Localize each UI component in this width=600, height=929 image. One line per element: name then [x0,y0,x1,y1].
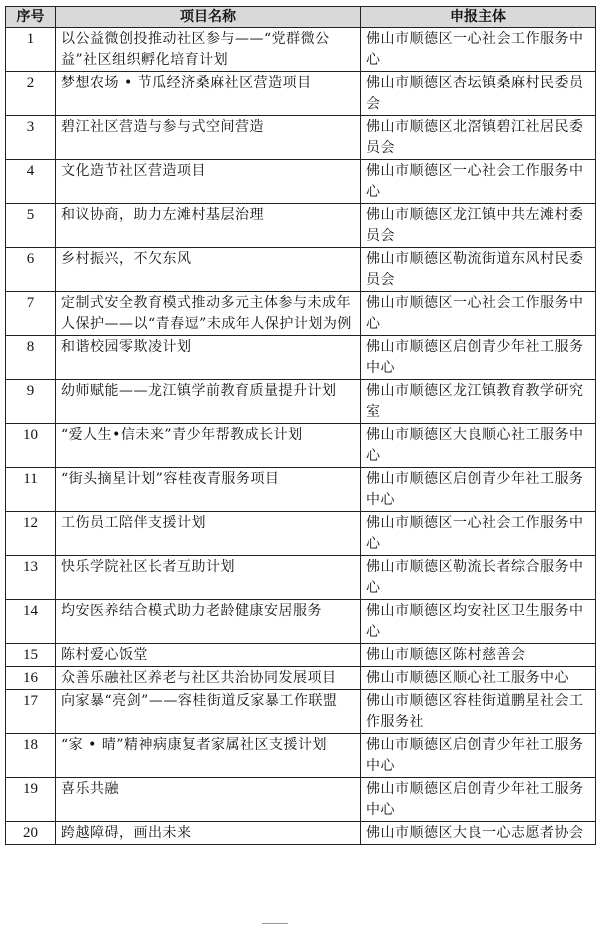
applicant-name: 佛山市顺德区容桂街道鹏星社会工作服务社 [361,690,596,734]
project-name: 工伤员工陪伴支援计划 [56,512,361,556]
table-row [6,822,596,845]
table-row [6,160,596,204]
applicant-name: 佛山市顺德区启创青少年社工服务中心 [361,734,596,778]
project-name: 幼师赋能——龙江镇学前教育质量提升计划 [56,380,361,424]
applicant-name: 佛山市顺德区一心社会工作服务中心 [361,160,596,204]
project-name: 碧江社区营造与参与式空间营造 [56,116,361,160]
table-body [6,28,596,845]
row-number: 15 [6,644,56,667]
applicant-name: 佛山市顺德区启创青少年社工服务中心 [361,468,596,512]
row-number: 20 [6,822,56,845]
project-name: 文化造节社区营造项目 [56,160,361,204]
table-row [6,468,596,512]
row-number: 3 [6,116,56,160]
applicant-name: 佛山市顺德区一心社会工作服务中心 [361,512,596,556]
table-row [6,116,596,160]
project-name: 乡村振兴，不欠东风 [56,248,361,292]
row-number: 5 [6,204,56,248]
project-name: 以公益微创投推动社区参与——“党群微公益”社区组织孵化培育计划 [56,28,361,72]
project-name: 众善乐融社区养老与社区共治协同发展项目 [56,667,361,690]
applicant-name: 佛山市顺德区勒流街道东风村民委员会 [361,248,596,292]
project-name: 跨越障碍，画出未来 [56,822,361,845]
row-number: 6 [6,248,56,292]
project-name: 和议协商，助力左滩村基层治理 [56,204,361,248]
table-row [6,690,596,734]
project-name: 陈村爱心饭堂 [56,644,361,667]
applicant-name: 佛山市顺德区大良顺心社工服务中心 [361,424,596,468]
applicant-name: 佛山市顺德区勒流长者综合服务中心 [361,556,596,600]
project-name: 喜乐共融 [56,778,361,822]
project-name: “家 • 晴”精神病康复者家属社区支援计划 [56,734,361,778]
applicant-name: 佛山市顺德区启创青少年社工服务中心 [361,336,596,380]
row-number: 2 [6,72,56,116]
applicant-name: 佛山市顺德区顺心社工服务中心 [361,667,596,690]
project-name: 向家暴“亮剑”——容桂街道反家暴工作联盟 [56,690,361,734]
table-row [6,204,596,248]
table-row [6,600,596,644]
table-row [6,556,596,600]
table-row [6,380,596,424]
header-number: 序号 [6,7,56,28]
applicant-name: 佛山市顺德区杏坛镇桑麻村民委员会 [361,72,596,116]
project-name: 和谐校园零欺凌计划 [56,336,361,380]
row-number: 18 [6,734,56,778]
project-table [5,6,596,845]
table-row [6,512,596,556]
table-header-row [6,7,596,28]
row-number: 8 [6,336,56,380]
applicant-name: 佛山市顺德区大良一心志愿者协会 [361,822,596,845]
row-number: 10 [6,424,56,468]
table-row [6,734,596,778]
project-name: “街头摘星计划”容桂夜青服务项目 [56,468,361,512]
project-name: “爱人生•信未来”青少年帮教成长计划 [56,424,361,468]
table-row [6,424,596,468]
applicant-name: 佛山市顺德区一心社会工作服务中心 [361,28,596,72]
row-number: 16 [6,667,56,690]
table-row [6,248,596,292]
applicant-name: 佛山市顺德区龙江镇中共左滩村委员会 [361,204,596,248]
applicant-name: 佛山市顺德区均安社区卫生服务中心 [361,600,596,644]
row-number: 13 [6,556,56,600]
table-row [6,667,596,690]
applicant-name: 佛山市顺德区一心社会工作服务中心 [361,292,596,336]
row-number: 17 [6,690,56,734]
project-name: 均安医养结合模式助力老龄健康安居服务 [56,600,361,644]
project-name: 梦想农场 • 节瓜经济桑麻社区营造项目 [56,72,361,116]
row-number: 11 [6,468,56,512]
table-row [6,72,596,116]
row-number: 9 [6,380,56,424]
header-project: 项目名称 [56,7,361,28]
row-number: 19 [6,778,56,822]
row-number: 1 [6,28,56,72]
page-edge-mark [262,923,288,924]
row-number: 4 [6,160,56,204]
applicant-name: 佛山市顺德区龙江镇教育教学研究室 [361,380,596,424]
table-row [6,644,596,667]
applicant-name: 佛山市顺德区北滘镇碧江社居民委员会 [361,116,596,160]
project-name: 定制式安全教育模式推动多元主体参与未成年人保护——以“青春逗”未成年人保护计划为例 [56,292,361,336]
row-number: 7 [6,292,56,336]
table-row [6,292,596,336]
applicant-name: 佛山市顺德区启创青少年社工服务中心 [361,778,596,822]
header-applicant: 申报主体 [361,7,596,28]
table-row [6,778,596,822]
table-row [6,336,596,380]
project-name: 快乐学院社区长者互助计划 [56,556,361,600]
row-number: 14 [6,600,56,644]
applicant-name: 佛山市顺德区陈村慈善会 [361,644,596,667]
table-row [6,28,596,72]
row-number: 12 [6,512,56,556]
